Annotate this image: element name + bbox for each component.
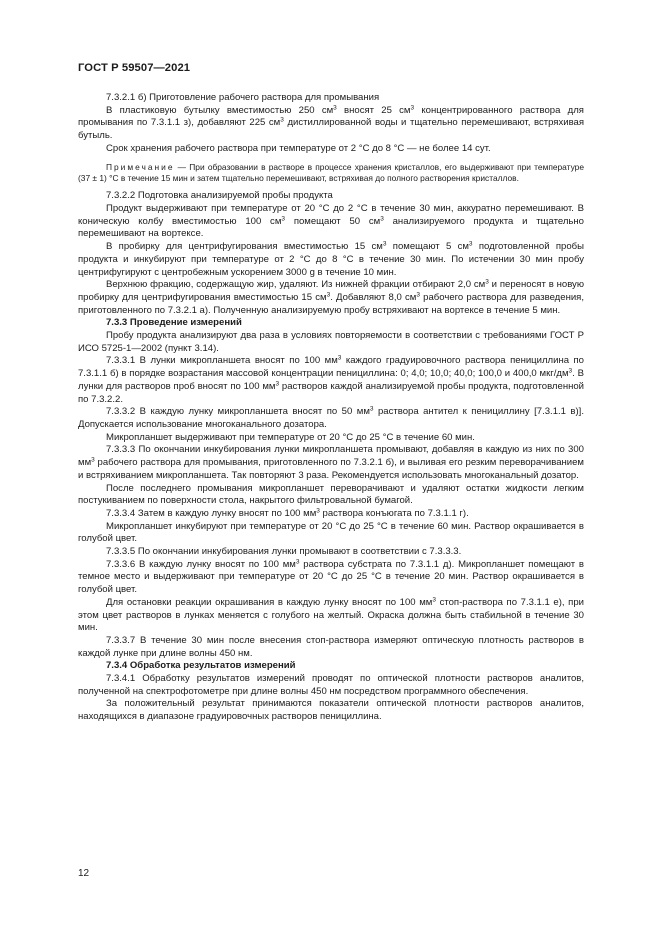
paragraph: Срок хранения рабочего раствора при температуре от 2 °С до 8 °С — не более 14 сут. — [106, 142, 491, 154]
paragraph: В пластиковую бутылку вместимостью 250 $см^3$ вносят 25 $см^3$ концентрированного раствора для промывания по 7.3.1.1 з), добавляют 225 $см^3$ дистиллированной воды и тщательно перемешивают, встряхивая бутыль. — [78, 104, 585, 142]
paragraph-7-3-3-4: 7.3.3.4 Затем в каждую лунку вносят по 100 $мм^3$ раствора конъюгата по 7.3.1.1 г). — [106, 507, 469, 519]
paragraph-7-3-3-5: 7.3.3.5 По окончании инкубирования лунки промывают в соответствии с 7.3.3.3. — [106, 546, 462, 558]
paragraph: После последнего промывания микропланшет переворачивают и удаляют остатки жидкости легким постукиванием по поверхности стола, накрытого фильтровальной бумагой. — [78, 482, 584, 507]
paragraph: Для остановки реакции окрашивания в каждую лунку вносят по 100 $мм^3$ стоп-раствора по 7.3.1.1 е), при этом цвет растворов в лунках меняется с голубого на желтый. Окраска должна быть стабильной в течение 30 мин. — [78, 596, 584, 634]
note-label: Примечание — [106, 161, 175, 172]
document-body — [78, 92, 584, 724]
standard-header: ГОСТ Р 59507—2021 — [78, 62, 191, 74]
paragraph-7-3-3-2: 7.3.3.2 В каждую лунку микропланшета вносят по 50 $мм^3$ раствора антител к пенициллину [7.3.1.1 в)]. Допускается использование многоканального дозатора. — [78, 405, 584, 430]
note: Примечание — При образовании в растворе в процессе хранения кристаллов, его выдерживают при температуре (37 ± 1) °С в течение 15 мин и затем тщательно перемешивают, встряхивая до полного растворения кристаллов. — [78, 161, 584, 183]
paragraph: В пробирку для центрифугирования вместимостью 15 $см^3$ помещают 5 $см^3$ подготовленной пробы продукта и инкубируют при температуре от 2 °С до 8 °С в течение 30 мин. По истечении 30 мин пробу центрифугируют с центробежным ускорением 3000 g в течение 10 мин. — [78, 240, 584, 278]
paragraph: Продукт выдерживают при температуре от 20 °С до 2 °С в течение 30 мин, аккуратно перемешивают. В коническую колбу вместимостью 100 $см^3$ помещают 50 $см^3$ анализируемого продукта и тщательно перемешивают на вортексе. — [78, 203, 584, 240]
heading-7-3-3: 7.3.3 Проведение измерений — [106, 317, 242, 329]
paragraph-7-3-3-6: 7.3.3.6 В каждую лунку вносят по 100 $мм^3$ раствора субстрата по 7.3.1.1 д). Микропланшет помещают в темное место и выдерживают при температуре от 20 °С до 25 °С в течение 20 мин. Раствор окрашивается в голубой цвет. — [78, 558, 584, 596]
paragraph: Верхнюю фракцию, содержащую жир, удаляют. Из нижней фракции отбирают 2,0 $см^3$ и переносят в новую пробирку для центрифугирования вместимостью 15 $см^3$. Добавляют 8,0 $см^3$ рабочего раствора для разведения, приготовленного по 7.3.2.1 а). Полученную анализируемую пробу встряхивают на вортексе в течение 5 мин. — [78, 278, 584, 316]
paragraph-7-3-2-1-b: 7.3.2.1 б) Приготовление рабочего раствора для промывания — [106, 92, 380, 103]
paragraph-7-3-3-7: 7.3.3.7 В течение 30 мин после внесения стоп-раствора измеряют оптическую плотность растворов в каждой лунке при длине волны 450 нм. — [78, 634, 584, 659]
heading-7-3-4: 7.3.4 Обработка результатов измерений — [106, 660, 296, 672]
paragraph-7-3-4-1: 7.3.4.1 Обработку результатов измерений проводят по оптической плотности растворов аналитов, полученной на спектрофотометре при длине волны 450 нм посредством программного обеспечения. — [78, 673, 584, 697]
page-number: 12 — [78, 868, 90, 879]
paragraph-7-3-2-2: 7.3.2.2 Подготовка анализируемой пробы продукта — [106, 190, 333, 202]
paragraph: Микропланшет инкубируют при температуре от 20 °С до 25 °С в течение 60 мин. Раствор окрашивается в голубой цвет. — [78, 520, 584, 545]
paragraph: Пробу продукта анализируют два раза в условиях повторяемости в соответствии с требованиями ГОСТ Р ИСО 5725-1—2002 (пункт 3.14). — [78, 330, 584, 354]
paragraph: Микропланшет выдерживают при температуре от 20 °С до 25 °С в течение 60 мин. — [106, 431, 475, 443]
paragraph: За положительный результат принимаются показатели оптической плотности растворов аналитов, находящихся в диапазоне градуировочных растворов пенициллина. — [78, 698, 584, 723]
paragraph-7-3-3-1: 7.3.3.1 В лунки микропланшета вносят по 100 $мм^3$ каждого градуировочного раствора пенициллина по 7.3.1.1 б) в порядке возрастания массовой концентрации пенициллина: 0; 4,0; 10,0; 40,0; 100,0 и 400,0 мкг/$дм^3$. В лунки для растворов проб вносят по 100 $мм^3$ растворов каждой анализируемой пробы продукта, подготовленной по 7.3.2.2. — [78, 354, 585, 405]
paragraph-7-3-3-3: 7.3.3.3 По окончании инкубирования лунки микропланшета промывают, добавляя в каждую из них по 300 $мм^3$ рабочего раствора для промывания, приготовленного по 7.3.2.1 б), и выливая его резким переворачиванием и встряхиванием микропланшета. Так повторяют 3 раза. Рекомендуется использовать многоканальный дозатор. — [78, 444, 584, 481]
